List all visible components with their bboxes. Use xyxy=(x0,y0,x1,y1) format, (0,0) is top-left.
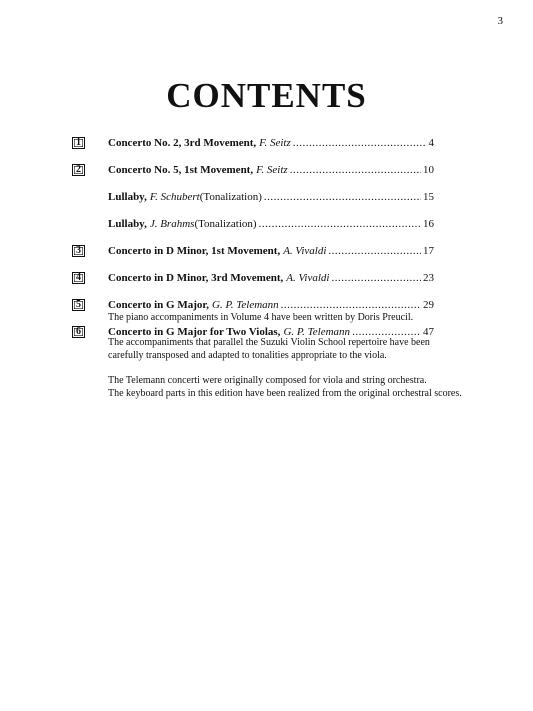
entry-title: Concerto in D Minor, 3rd Movement, xyxy=(108,272,284,284)
entry-title: Concerto No. 5, 1st Movement, xyxy=(108,164,254,176)
entry-page-number: 10 xyxy=(423,164,434,176)
note-text: The Telemann concerti were originally composed for viola and string orchestra. xyxy=(108,375,427,386)
entry-title: Lullaby, xyxy=(108,218,147,230)
page-title: CONTENTS xyxy=(166,76,367,115)
entry-page-number: 16 xyxy=(423,218,434,230)
entry-title: Concerto in D Minor, 1st Movement, xyxy=(108,245,281,257)
volume-number-box: 4 xyxy=(72,272,85,284)
toc-entry[interactable] xyxy=(72,217,434,232)
entry-composer: G. P. Telemann xyxy=(212,299,279,311)
volume-number-box: 6 xyxy=(72,326,85,338)
entry-title: Concerto in G Major for Two Violas, xyxy=(108,326,281,338)
note-text: The piano accompaniments in Volume 4 have been written by Doris Preucil. xyxy=(108,312,414,323)
dot-leader xyxy=(290,163,421,178)
telemann-note xyxy=(108,374,468,400)
toc-entry[interactable] xyxy=(72,163,434,178)
notes-section xyxy=(108,311,468,412)
entry-title: Concerto in G Major, xyxy=(108,299,210,311)
volume-number-box: 2 xyxy=(72,164,85,176)
note-text: carefully transposed and adapted to tonalities appropriate to the viola. xyxy=(108,350,387,361)
volume-number-box: 5 xyxy=(72,299,85,311)
note-text: The accompaniments that parallel the Suzuki Violin School repertoire have been xyxy=(108,337,430,348)
entry-composer: F. Schubert xyxy=(149,191,200,203)
entry-note: (Tonalization) xyxy=(194,218,257,230)
dot-leader xyxy=(264,190,421,205)
entry-composer: G. P. Telemann xyxy=(283,326,351,338)
toc-entry[interactable] xyxy=(72,244,434,259)
toc-entry[interactable] xyxy=(72,271,434,286)
entry-composer: A. Vivaldi xyxy=(283,245,327,257)
entry-page-number: 29 xyxy=(423,299,434,311)
volume-number-box: 1 xyxy=(72,137,85,149)
accompaniment-credit xyxy=(108,311,468,324)
entry-composer: F. Seitz xyxy=(259,137,291,149)
dot-leader xyxy=(259,217,421,232)
entry-composer: F. Seitz xyxy=(256,164,288,176)
transposition-note xyxy=(108,336,468,362)
note-text: The keyboard parts in this edition have been realized from the original orchestral scores. xyxy=(108,388,462,399)
toc-entry[interactable] xyxy=(72,136,434,151)
dot-leader xyxy=(293,136,427,151)
entry-page-number: 15 xyxy=(423,191,434,203)
volume-number-box: 3 xyxy=(72,245,85,257)
entry-page-number: 23 xyxy=(423,272,434,284)
entry-page-number: 4 xyxy=(428,137,434,149)
entry-composer: A. Vivaldi xyxy=(286,272,330,284)
entry-title: Concerto No. 2, 3rd Movement, xyxy=(108,137,257,149)
dot-leader xyxy=(331,271,421,286)
entry-page-number: 17 xyxy=(423,245,434,257)
dot-leader xyxy=(328,244,421,259)
entry-title: Lullaby, xyxy=(108,191,147,203)
page-number: 3 xyxy=(497,15,503,27)
toc-entry[interactable] xyxy=(72,190,434,205)
entry-note: (Tonalization) xyxy=(199,191,262,203)
entry-page-number: 47 xyxy=(423,326,434,338)
entry-composer: J. Brahms xyxy=(149,218,195,230)
